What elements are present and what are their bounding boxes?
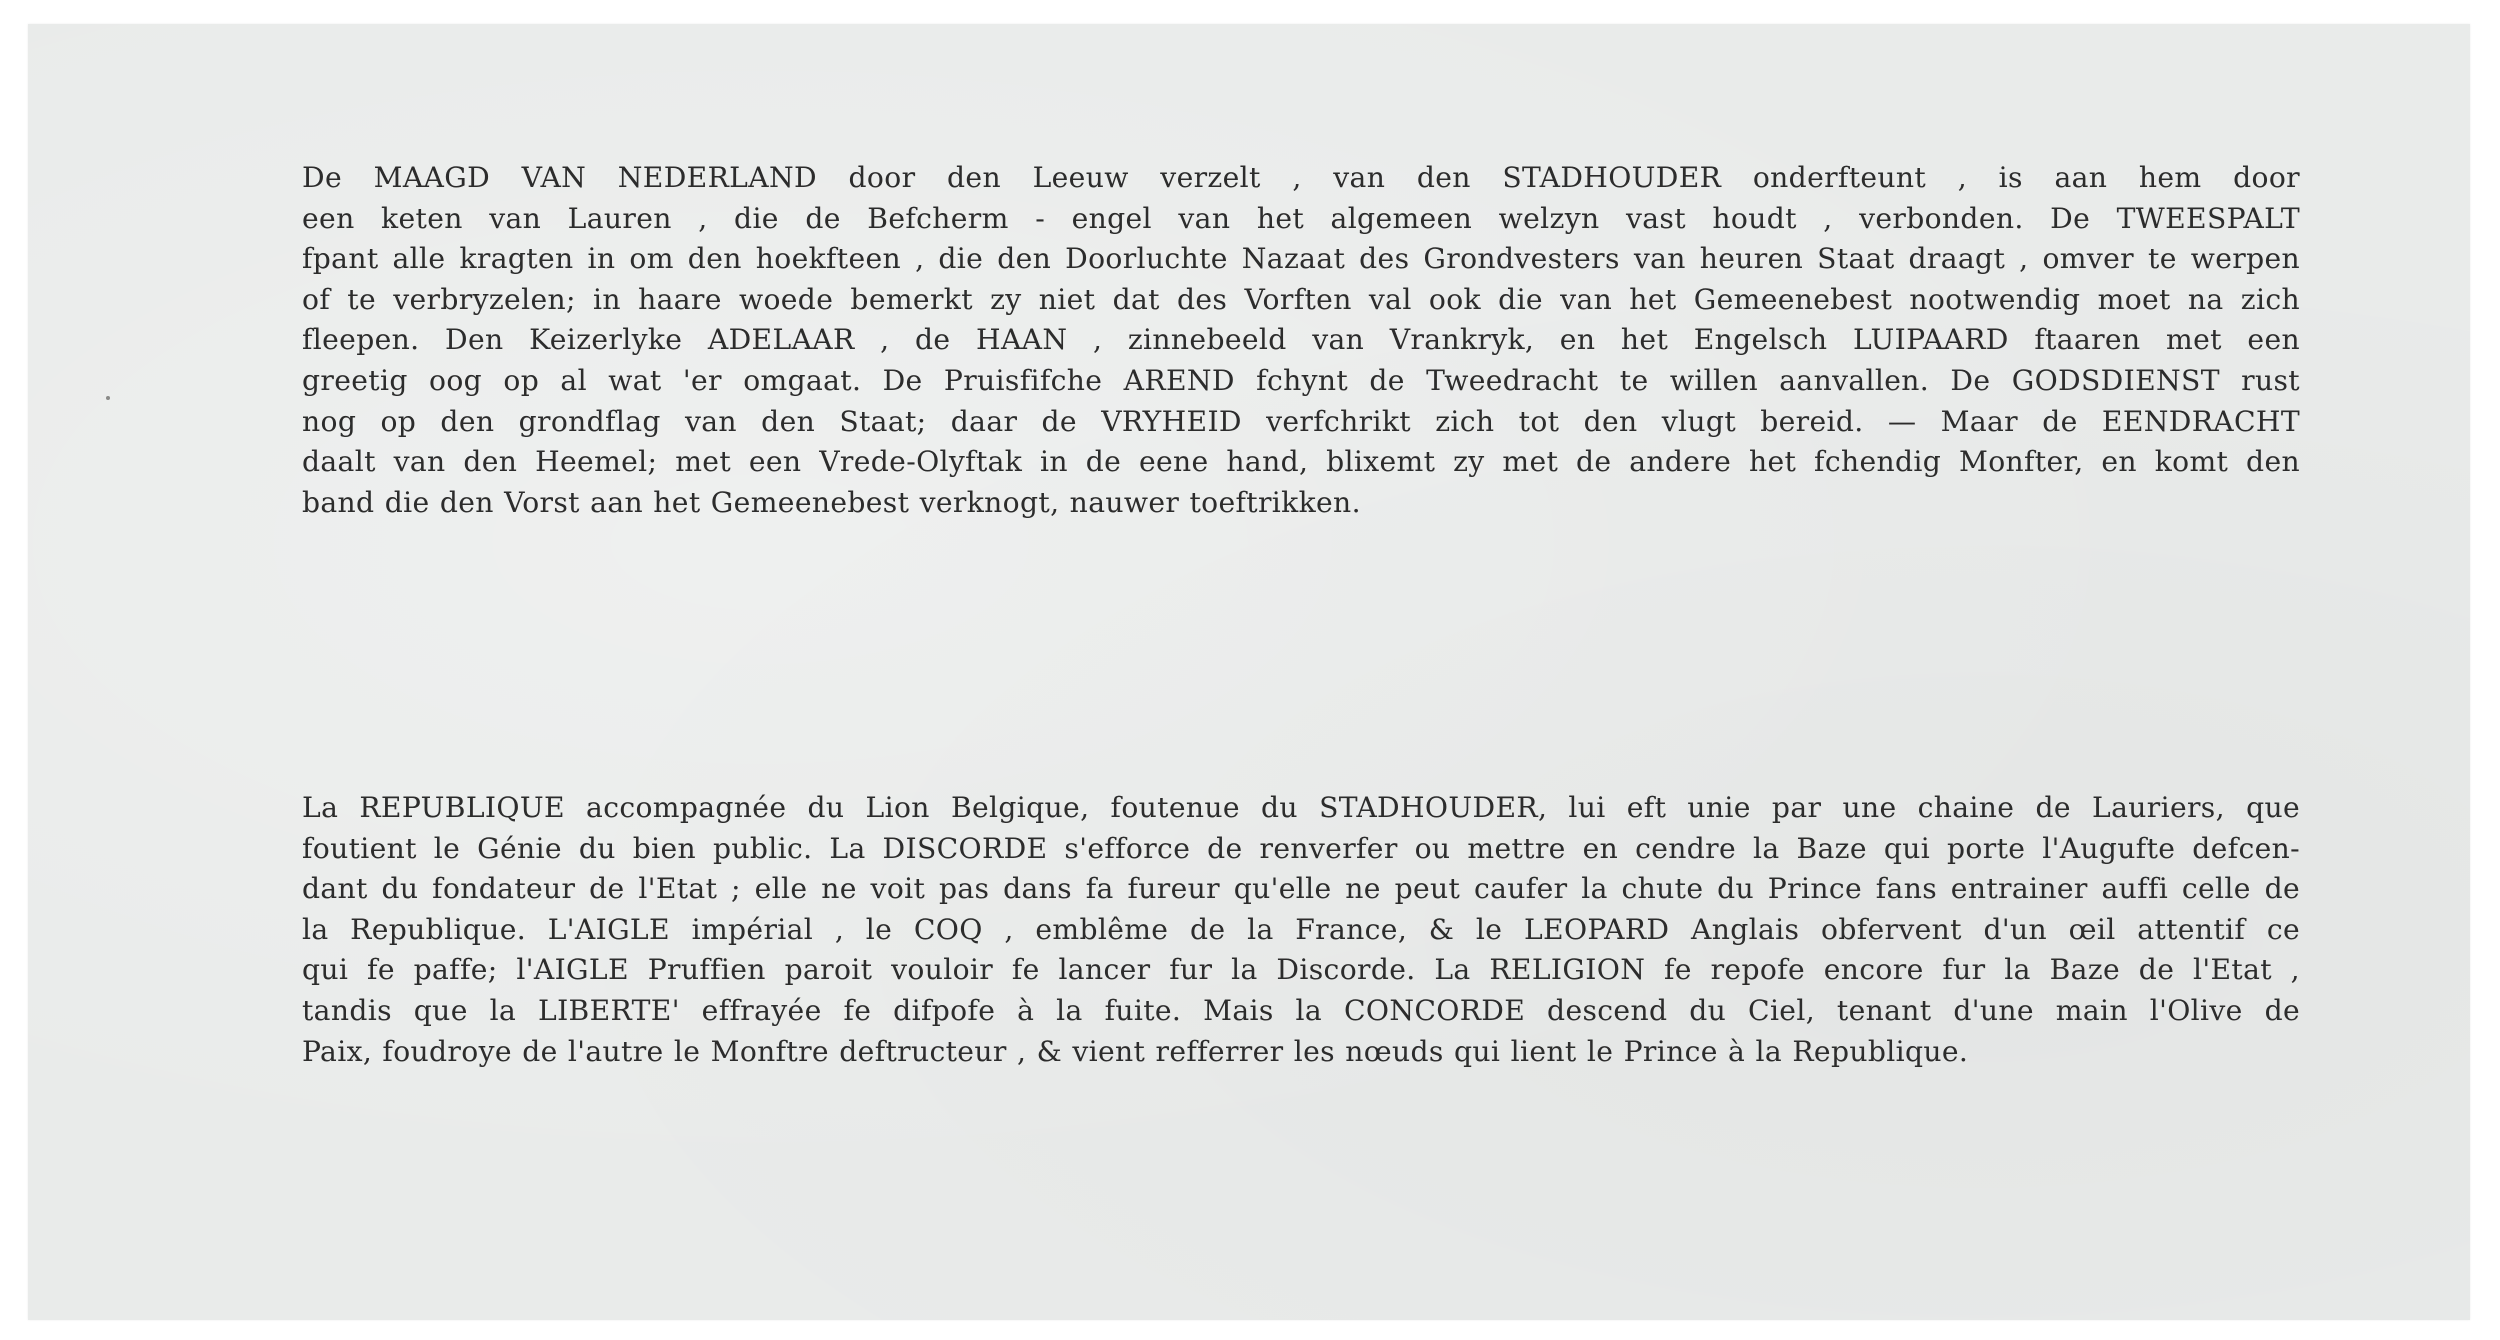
dutch-description (302, 158, 2300, 523)
text-line: foutient le Génie du bien public. La DISCORDE s'efforce de renverfer ou mettre en cendre la Baze qui porte l'Augufte defcen- (302, 831, 2300, 865)
text-line: een keten van Lauren , die de Befcherm - engel van het algemeen welzyn vast houdt , verbonden. De TWEESPALT (302, 201, 2300, 235)
text-line: Paix, foudroye de l'autre le Monftre deftructeur , & vient refferrer les nœuds qui lient le Prince à la Republique. (302, 1034, 1969, 1068)
text-line: daalt van den Heemel; met een Vrede-Olyftak in de eene hand, blixemt zy met de andere het fchendig Monfter, en komt den (302, 445, 2300, 479)
text-line: greetig oog op al wat 'er omgaat. De Pruisfifche AREND fchynt de Tweedracht te willen aanvallen. De GODSDIENST rust (302, 363, 2300, 397)
text-line: nog op den grondflag van den Staat; daar de VRYHEID verfchrikt zich tot den vlugt bereid. — Maar de EENDRACHT (302, 404, 2300, 438)
text-line: band die den Vorst aan het Gemeenebest verknogt, nauwer toeftrikken. (302, 485, 1361, 519)
text-line: of te verbryzelen; in haare woede bemerkt zy niet dat des Vorften val ook die van het Gemeenebest nootwendig moet na zich (302, 282, 2300, 316)
text-line: qui fe paffe; l'AIGLE Pruffien paroit vouloir fe lancer fur la Discorde. La RELIGION fe repofe encore fur la Baze de l'Etat , (302, 953, 2300, 987)
paper-speck (106, 396, 110, 400)
text-line: fpant alle kragten in om den hoekfteen , die den Doorluchte Nazaat des Grondvesters van heuren Staat draagt , omver te werpen (302, 242, 2300, 276)
text-line: fleepen. Den Keizerlyke ADELAAR , de HAAN , zinnebeeld van Vrankryk, en het Engelsch LUIPAARD ftaaren met een (302, 323, 2300, 357)
text-line: De MAAGD VAN NEDERLAND door den Leeuw verzelt , van den STADHOUDER onderfteunt , is aan hem door (302, 161, 2300, 194)
french-description (302, 788, 2300, 1072)
text-line: La REPUBLIQUE accompagnée du Lion Belgique, foutenue du STADHOUDER, lui eft unie par une chaine de Lauriers, que (302, 791, 2300, 824)
text-line: dant du fondateur de l'Etat ; elle ne voit pas dans fa fureur qu'elle ne peut caufer la chute du Prince fans entrainer auffi celle de (302, 872, 2300, 906)
text-line: tandis que la LIBERTE' effrayée fe difpofe à la fuite. Mais la CONCORDE descend du Ciel, tenant d'une main l'Olive de (302, 993, 2300, 1027)
text-line: la Republique. L'AIGLE impérial , le COQ , emblême de la France, & le LEOPARD Anglais obfervent d'un œil attentif ce (302, 912, 2300, 946)
